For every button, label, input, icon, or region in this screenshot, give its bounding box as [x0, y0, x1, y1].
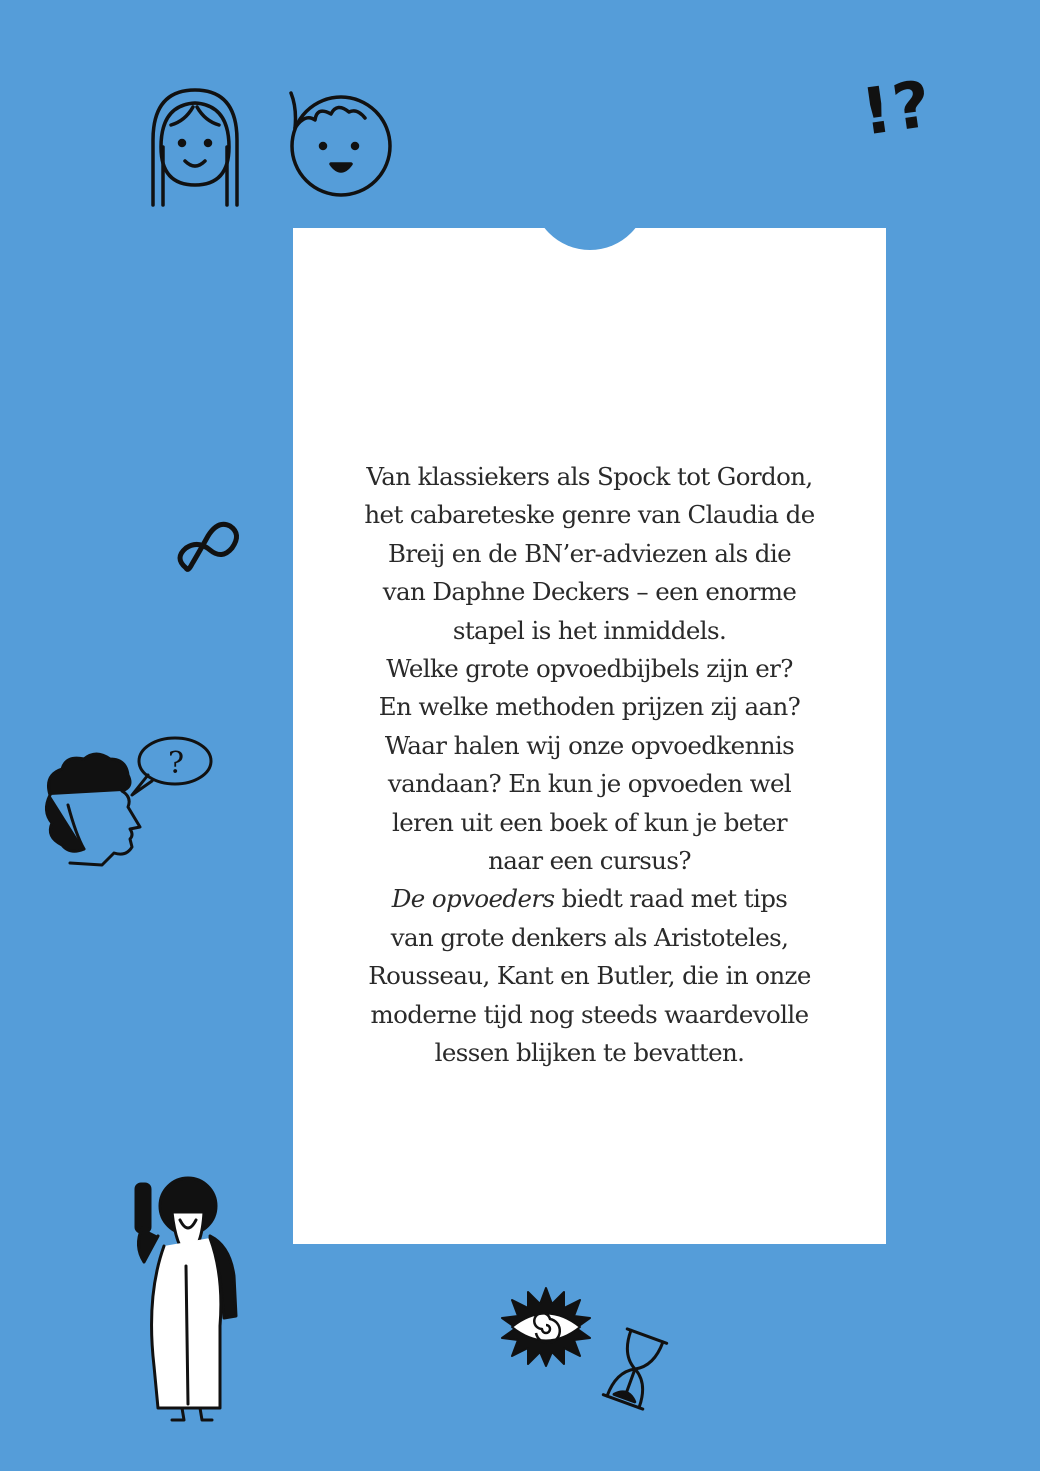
blurb-line: van grote denkers als Aristoteles,	[390, 922, 789, 952]
philosopher-figure-icon	[124, 1176, 244, 1422]
blurb-line: lessen blijken te bevatten.	[434, 1038, 745, 1068]
hourglass-icon	[598, 1326, 672, 1412]
back-cover-blurb	[293, 458, 886, 1073]
blurb-line: stapel is het inmiddels.	[452, 615, 727, 645]
book-title-italic: De opvoeders	[391, 884, 555, 914]
blurb-line: leren uit een boek of kun je beter	[391, 807, 787, 837]
thinking-person-icon	[40, 735, 215, 875]
blurb-line: Waar halen wij onze opvoedkennis	[384, 730, 795, 760]
blurb-line-with-title	[293, 880, 886, 918]
blurb-line: Welke grote opvoedbijbels zijn er?	[386, 654, 793, 684]
card-notch	[532, 228, 648, 250]
blurb-line: En welke methoden prijzen zij aan?	[378, 692, 801, 722]
blurb-line: het cabareteske genre van Claudia de	[364, 500, 815, 530]
blurb-line: naar een cursus?	[488, 846, 691, 876]
blurb-line: van Daphne Deckers – een enorme	[382, 577, 797, 607]
exclaim-question-icon: !?	[857, 67, 938, 151]
blurb-line: Van klassiekers als Spock tot Gordon,	[366, 462, 813, 491]
blurb-line: moderne tijd nog steeds waardevolle	[370, 999, 809, 1029]
boy-face-icon	[285, 88, 395, 198]
infinity-icon	[176, 520, 242, 576]
blurb-line: vandaan? En kun je opvoeden wel	[387, 769, 792, 799]
blurb-line: Breij en de BN’er-adviezen als die	[387, 538, 792, 568]
speech-bubble-question-mark: ?	[168, 746, 185, 781]
eye-sun-icon	[500, 1286, 592, 1366]
blurb-line: Rousseau, Kant en Butler, die in onze	[368, 961, 811, 991]
girl-face-icon	[145, 85, 245, 210]
blurb-line-fragment: biedt raad met tips	[554, 884, 788, 914]
